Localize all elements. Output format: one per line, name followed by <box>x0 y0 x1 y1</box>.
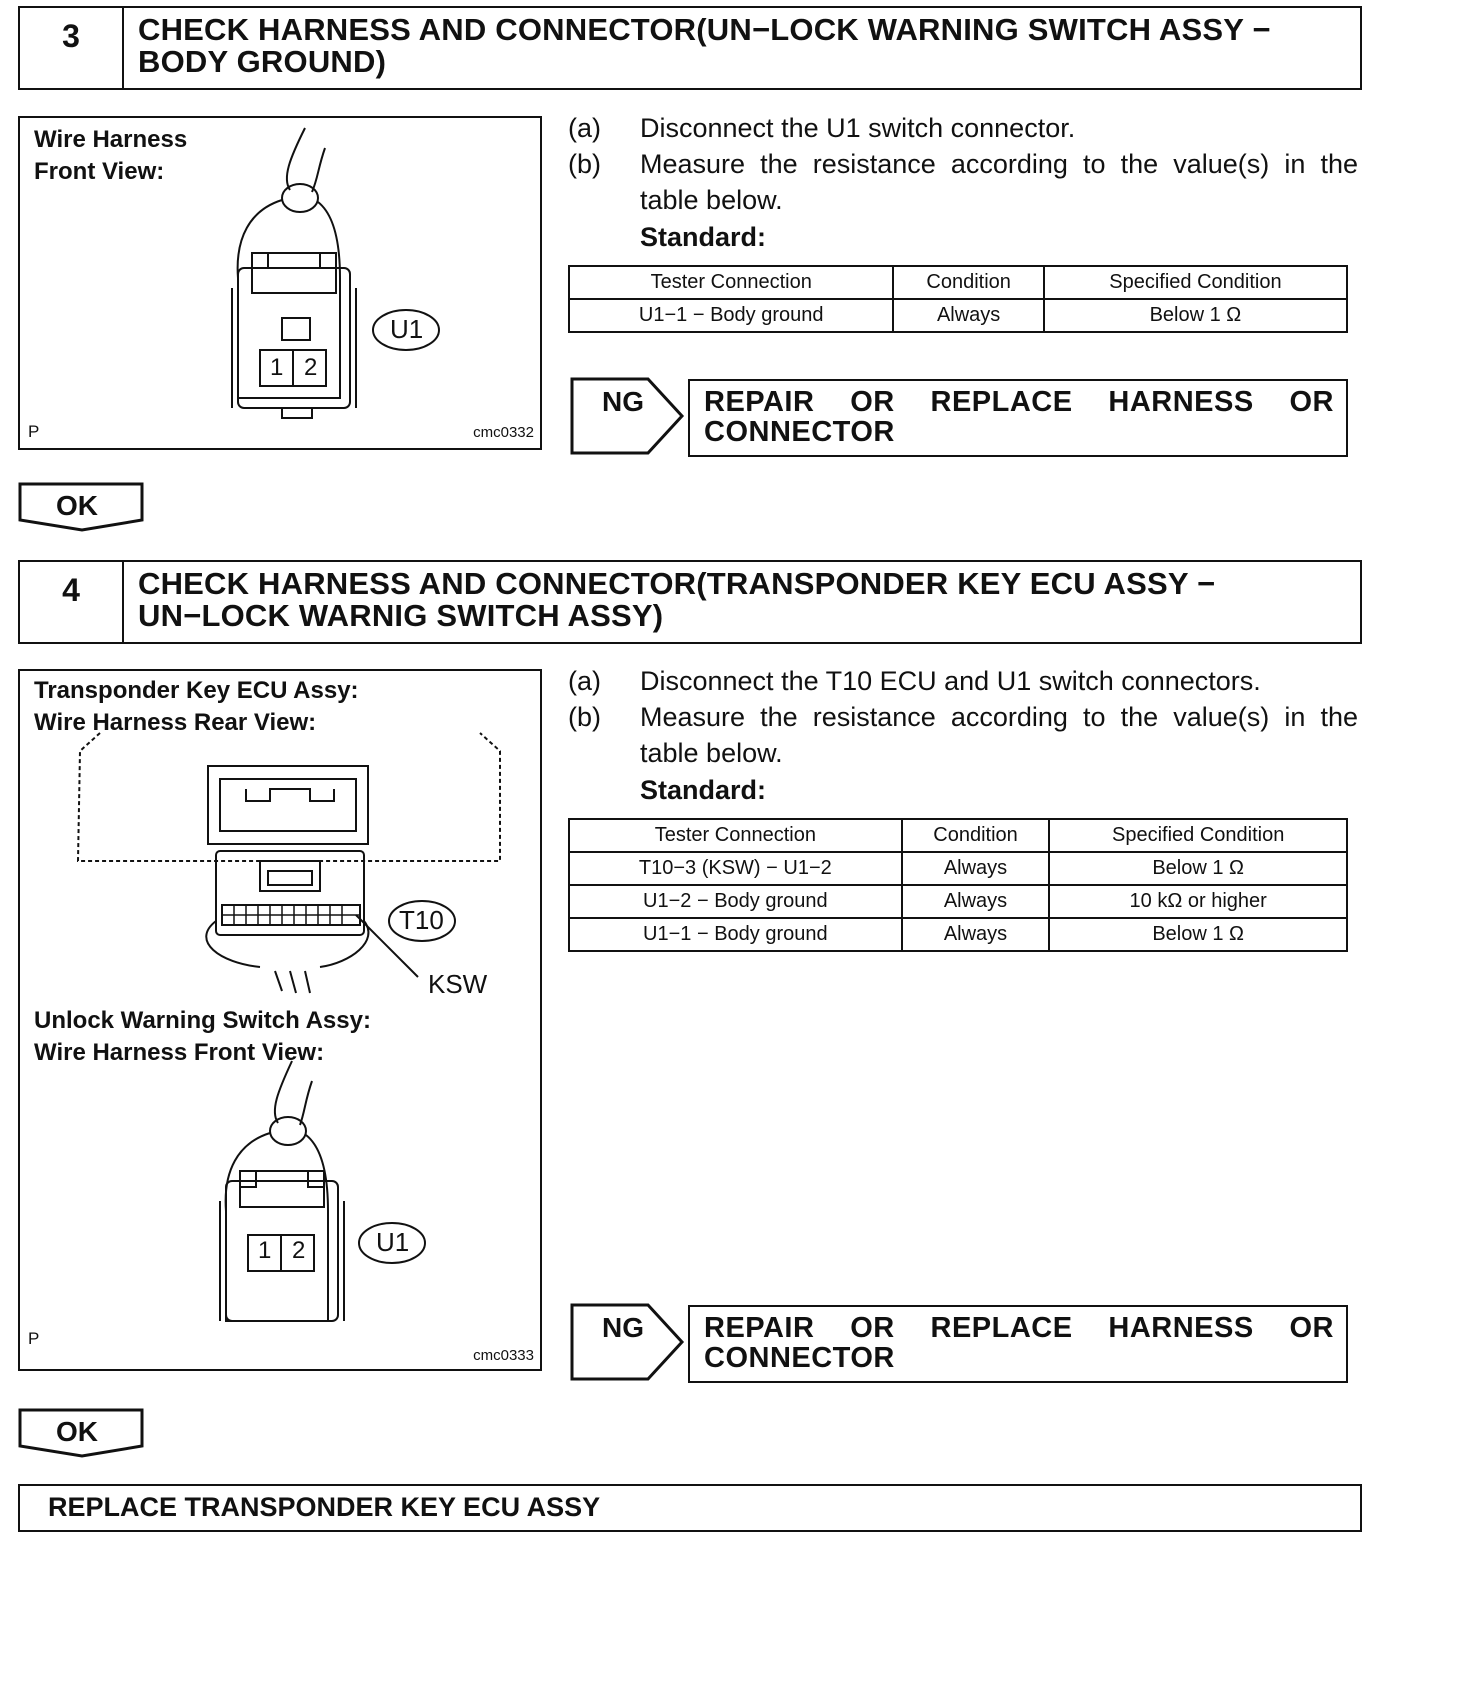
ng-result-box <box>688 379 1348 457</box>
figure-corner-mark: P <box>28 422 40 441</box>
switch-connector-drawing <box>20 1051 540 1351</box>
standard-label: Standard: <box>640 775 767 805</box>
table-cell: Always <box>893 299 1043 332</box>
table-cell: Below 1 Ω <box>1049 918 1347 951</box>
pin-2-label: 2 <box>304 354 318 381</box>
ng-label: NG <box>602 1312 644 1343</box>
figure-label-line1: Wire Harness <box>34 126 188 153</box>
table-row <box>569 885 1347 918</box>
result-word: OR <box>1289 386 1334 418</box>
ng-result-text <box>704 387 1334 447</box>
table-cell: Below 1 Ω <box>1044 299 1347 332</box>
figure-corner-mark: P <box>28 1329 40 1348</box>
table-row <box>569 299 1347 332</box>
result-word: REPAIR <box>704 1312 815 1344</box>
table-header-row <box>569 819 1347 852</box>
connector-label-u1: U1 <box>376 1227 410 1257</box>
table-cell: Always <box>902 918 1050 951</box>
ng-result-line1 <box>704 1313 1334 1343</box>
table-header: Tester Connection <box>569 266 893 299</box>
ng-label: NG <box>602 386 644 417</box>
final-action-text: REPLACE TRANSPONDER KEY ECU ASSY <box>48 1492 601 1522</box>
step-3-header <box>18 6 1362 90</box>
result-word: OR <box>850 386 895 418</box>
instruction-b <box>568 146 1358 218</box>
step-4-spec-table <box>568 818 1348 952</box>
table-header-row <box>569 266 1347 299</box>
connector-drawing <box>20 118 540 448</box>
table-cell: T10−3 (KSW) − U1−2 <box>569 852 902 885</box>
ng-result-line2: CONNECTOR <box>704 416 895 448</box>
result-word: HARNESS <box>1108 386 1254 418</box>
table-cell: U1−1 − Body ground <box>569 918 902 951</box>
ok-label: OK <box>56 1416 98 1447</box>
figure-label-line4: Wire Harness Front View: <box>34 1039 325 1066</box>
instruction-label: (a) <box>568 113 601 143</box>
ng-result-box <box>688 1305 1348 1383</box>
ecu-connector-drawing <box>20 671 540 1011</box>
figure-label-line2: Front View: <box>34 158 165 185</box>
pin-1-label: 1 <box>258 1237 272 1264</box>
ng-result-line1 <box>704 387 1334 417</box>
table-row <box>569 918 1347 951</box>
result-word: REPLACE <box>930 386 1073 418</box>
result-word: OR <box>1289 1312 1334 1344</box>
pin-2-label: 2 <box>292 1237 306 1264</box>
ksw-pointer-label: KSW <box>428 969 488 999</box>
step-title-line2: BODY GROUND) <box>138 44 387 79</box>
table-header: Specified Condition <box>1049 819 1347 852</box>
step-4-header <box>18 560 1362 644</box>
instruction-a <box>568 110 1358 146</box>
step-4-instructions <box>568 663 1358 771</box>
step-title <box>138 14 1320 78</box>
table-header: Tester Connection <box>569 819 902 852</box>
table-header: Condition <box>893 266 1043 299</box>
figure-label-line2: Wire Harness Rear View: <box>34 709 317 736</box>
figure-label-line3: Unlock Warning Switch Assy: <box>34 1007 371 1034</box>
pin-1-label: 1 <box>270 354 284 381</box>
table-cell: 10 kΩ or higher <box>1049 885 1347 918</box>
instruction-label: (b) <box>568 702 601 732</box>
table-header: Condition <box>902 819 1050 852</box>
result-word: REPAIR <box>704 386 815 418</box>
final-action-box <box>18 1484 1362 1532</box>
step-3-instructions <box>568 110 1358 218</box>
step-title-line1: CHECK HARNESS AND CONNECTOR(UN−LOCK WARNING SWITCH ASSY − <box>138 12 1271 47</box>
ng-result-text <box>704 1313 1334 1373</box>
ok-label: OK <box>56 490 98 521</box>
instruction-label: (b) <box>568 149 601 179</box>
table-cell: Always <box>902 852 1050 885</box>
step-3-spec-table <box>568 265 1348 333</box>
step-number: 3 <box>20 8 124 88</box>
result-word: REPLACE <box>930 1312 1073 1344</box>
result-word: HARNESS <box>1108 1312 1254 1344</box>
instruction-text: Measure the resistance according to the value(s) in the table below. <box>640 149 1358 215</box>
standard-label: Standard: <box>640 222 767 252</box>
connector-label-u1: U1 <box>390 314 424 344</box>
ecu-connector-label-t10: T10 <box>399 905 444 935</box>
table-row <box>569 852 1347 885</box>
step-3-figure <box>18 116 542 450</box>
instruction-a <box>568 663 1358 699</box>
step-title-line1: CHECK HARNESS AND CONNECTOR(TRANSPONDER KEY ECU ASSY − <box>138 566 1216 601</box>
figure-code: cmc0332 <box>473 424 534 441</box>
ng-result-line2: CONNECTOR <box>704 1342 895 1374</box>
step-title <box>138 568 1320 632</box>
table-cell: Below 1 Ω <box>1049 852 1347 885</box>
step-4-figure <box>18 669 542 1371</box>
instruction-text: Disconnect the T10 ECU and U1 switch connectors. <box>640 666 1261 696</box>
step-title-line2: UN−LOCK WARNIG SWITCH ASSY) <box>138 598 664 633</box>
table-cell: U1−2 − Body ground <box>569 885 902 918</box>
instruction-b <box>568 699 1358 771</box>
table-cell: Always <box>902 885 1050 918</box>
result-word: OR <box>850 1312 895 1344</box>
instruction-label: (a) <box>568 666 601 696</box>
step-number: 4 <box>20 562 124 642</box>
table-cell: U1−1 − Body ground <box>569 299 893 332</box>
table-header: Specified Condition <box>1044 266 1347 299</box>
figure-label-line1: Transponder Key ECU Assy: <box>34 677 359 704</box>
instruction-text: Measure the resistance according to the value(s) in the table below. <box>640 702 1358 768</box>
instruction-text: Disconnect the U1 switch connector. <box>640 113 1076 143</box>
figure-code: cmc0333 <box>473 1347 534 1364</box>
